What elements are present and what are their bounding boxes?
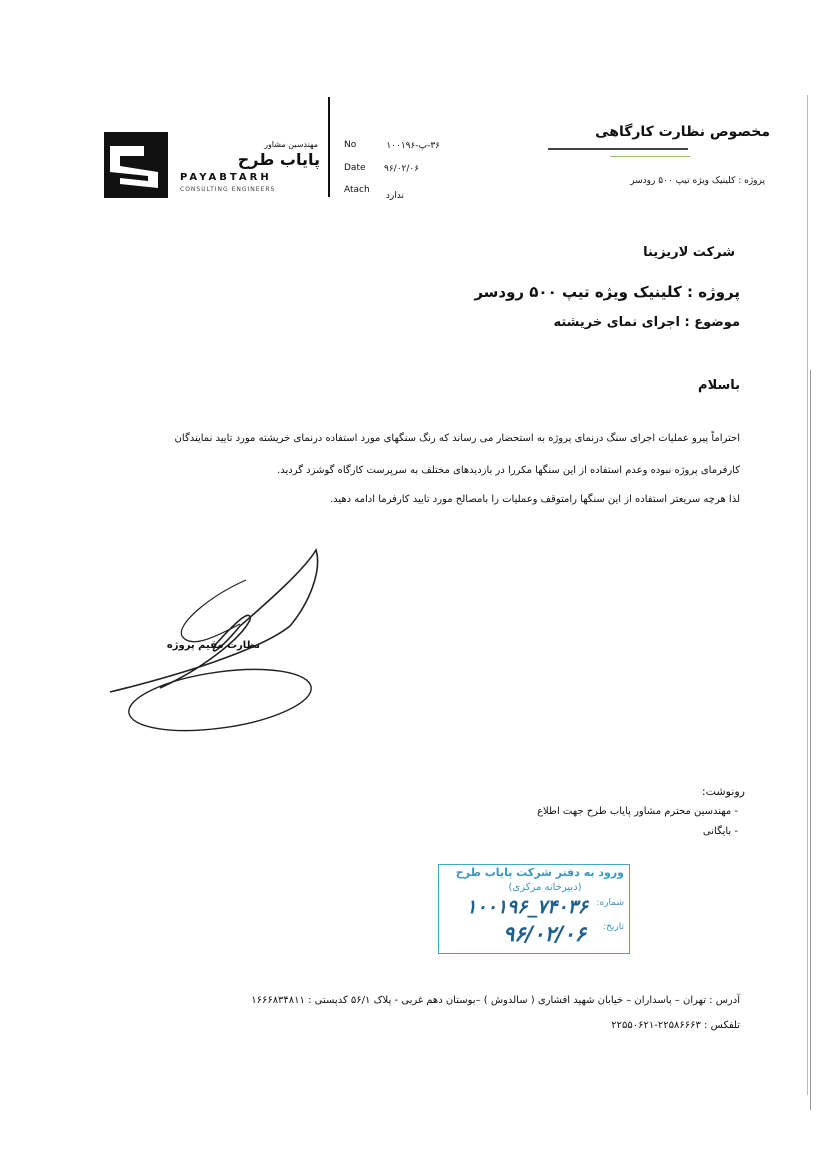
header-project-line: پروژه : کلینیک ویژه تیپ ۵۰۰ رودسر	[630, 176, 765, 186]
stamp-subtitle: (دبیرخانه مرکزی)	[508, 882, 582, 893]
letter-date-label: Date	[344, 163, 366, 173]
scan-edge	[807, 95, 808, 1095]
letter-date-value: ۹۶/۰۲/۰۶	[384, 164, 420, 174]
cc-item: - مهندسین محترم مشاور پایاب طرح جهت اطلاع	[537, 806, 738, 817]
body-paragraph-line: لذا هرچه سریعتر استفاده از این سنگها رامتوقف وعملیات را بامصالح مورد تایید کارفرما ادامه دهید.	[329, 494, 740, 505]
brand-name-fa: پایاب طرح	[237, 150, 320, 169]
scan-edge	[810, 370, 811, 1110]
body-paragraph-line: احتراماً پیرو عملیات اجرای سنگ درنمای پروژه به استحضار می رساند که رنگ سنگهای مورد استفاده درنمای خریشته مورد تایید نمایندگان	[174, 433, 740, 444]
stamp-title: ورود به دفتر شرکت پایاب طرح	[455, 866, 624, 879]
subject-line: موضوع : اجرای نمای خریشته	[553, 315, 740, 330]
payabtarh-logo	[104, 132, 168, 198]
title-rule	[610, 156, 690, 157]
signer-title: نظارت مقیم پروژه	[166, 640, 260, 651]
header-divider	[328, 97, 330, 197]
letter-attachment-label: Atach	[344, 185, 370, 195]
brand-name-en-sub: CONSULTING ENGINEERS	[180, 186, 276, 193]
footer-address: آدرس : تهران – پاسداران – خیابان شهید افشاری ( سالدوش ) –بوستان دهم غربی - پلاک ۵۶/۱ کدپستی : ۱۶۶۶۸۳۴۸۱۱	[251, 995, 740, 1006]
brand-subtitle: مهندسین مشاور	[264, 140, 318, 149]
stamp-number-label: شماره:	[596, 898, 624, 908]
cc-item: - بایگانی	[702, 826, 738, 837]
letter-number-label: No	[344, 140, 357, 150]
letter-number-value: ۳۶-پ-۱۰۰۱۹۶	[386, 141, 440, 151]
footer-fax: تلفکس : ۲۲۵۸۶۶۶۳-۲۲۵۵۰۶۲۱	[611, 1020, 740, 1031]
stamp-number-value: ۱۰۰۱۹۶_۷۴۰۳۶	[466, 896, 588, 918]
title-rule	[548, 148, 688, 150]
letter-attachment-value: ندارد	[385, 191, 404, 201]
confidential-label: مخصوص نظارت کارگاهی	[595, 124, 770, 140]
cc-label: رونوشت:	[701, 785, 745, 798]
body-paragraph-line: کارفرمای پروژه نبوده وعدم استفاده از این سنگها مکررا در بازدیدهای مختلف به سرپرست کارگاه گوشزد گردید.	[277, 465, 740, 476]
stamp-date-label: تاریخ:	[603, 922, 624, 932]
recipient: شرکت لاریزینا	[643, 245, 735, 260]
brand-name-en: PAYABTARH	[180, 172, 272, 183]
greeting: باسلام	[698, 378, 740, 393]
project-line: پروژه : کلینیک ویژه تیپ ۵۰۰ رودسر	[474, 283, 740, 301]
stamp-date-value: ۹۶/۰۲/۰۶	[502, 922, 586, 946]
